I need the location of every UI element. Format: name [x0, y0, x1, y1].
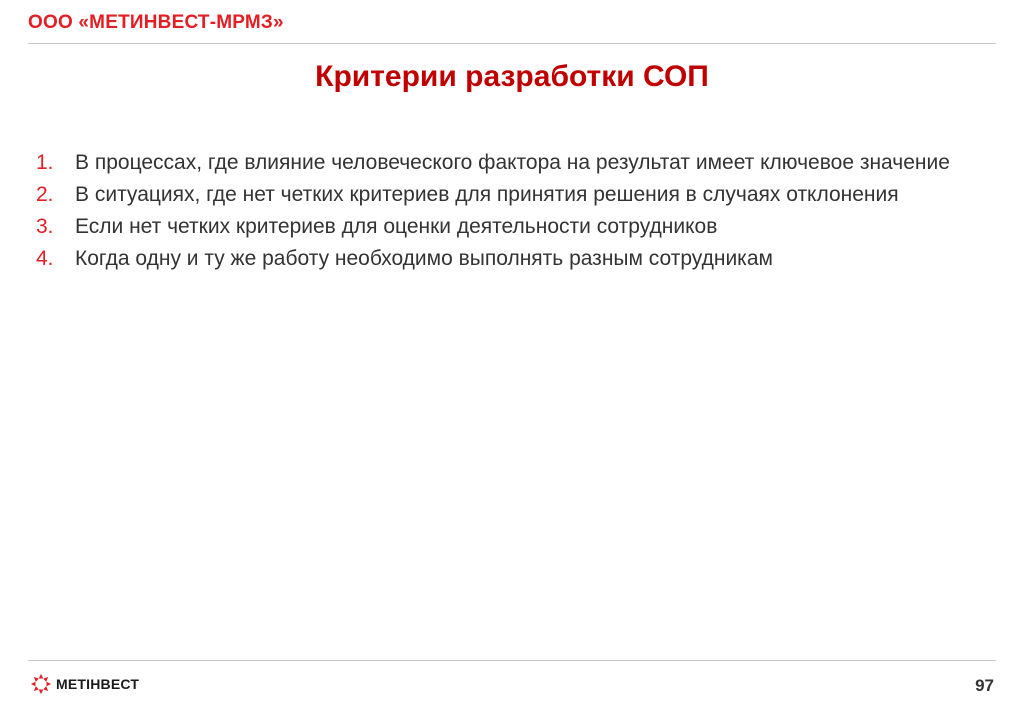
slide-title: Критерии разработки СОП: [315, 60, 709, 93]
list-item-text: Если нет четких критериев для оценки деятельности сотрудников: [75, 215, 718, 238]
list-item-number: 1.: [36, 151, 54, 174]
page-number: 97: [975, 676, 994, 695]
list-item: [36, 148, 976, 177]
list-item-number: 4.: [36, 247, 54, 270]
list-item: [36, 244, 976, 273]
list-item: [36, 180, 976, 209]
metinvest-logo-icon: [30, 673, 52, 695]
company-logo: [30, 673, 139, 695]
list-item-number: 3.: [36, 215, 54, 238]
list-item-number: 2.: [36, 183, 54, 206]
list-item-text: В процессах, где влияние человеческого фактора на результат имеет ключевое значение: [75, 151, 950, 174]
company-name: ООО «МЕТИНВЕСТ-МРМЗ»: [28, 12, 284, 33]
header-divider: [28, 43, 996, 44]
footer-divider: [28, 660, 996, 661]
criteria-list: [36, 148, 976, 276]
list-item-text: В ситуациях, где нет четких критериев для принятия решения в случаях отклонения: [75, 183, 899, 206]
list-item: [36, 212, 976, 241]
list-item-text: Когда одну и ту же работу необходимо выполнять разным сотрудникам: [75, 247, 773, 270]
logo-wordmark: МЕТІНВЕСТ: [56, 676, 140, 692]
